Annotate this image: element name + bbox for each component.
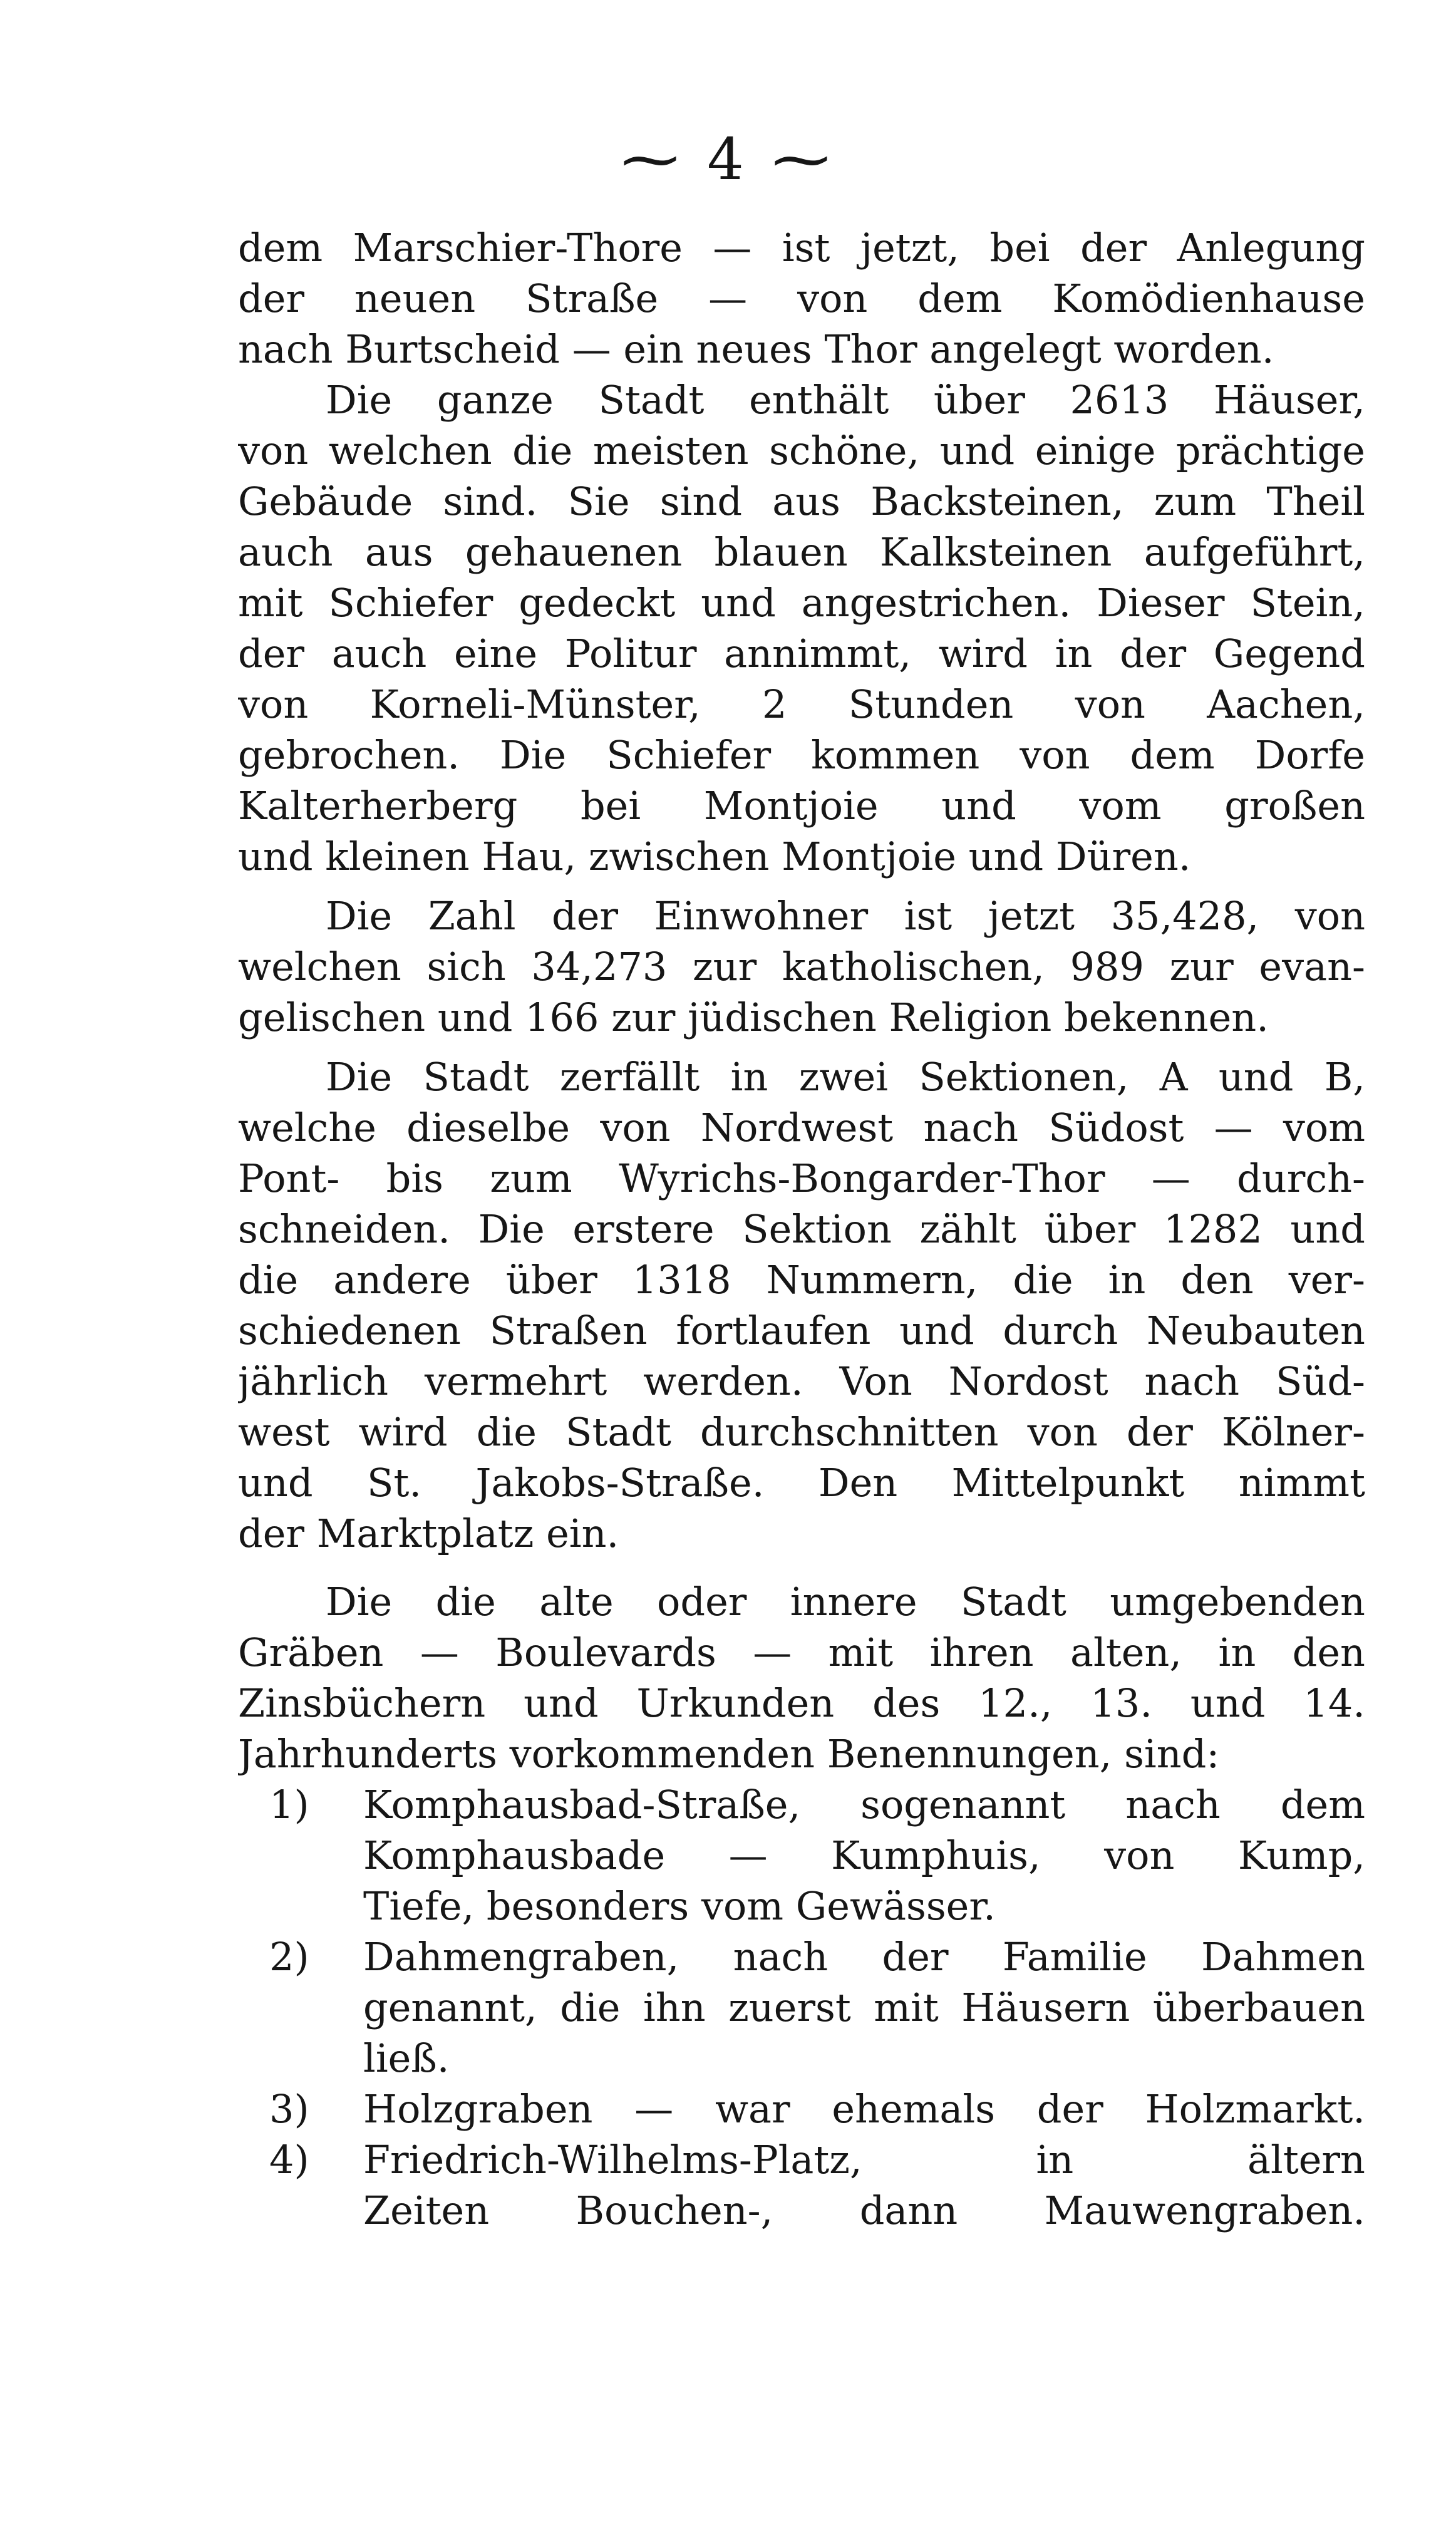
- text-line: Friedrich-Wilhelms-Platz, in ältern: [363, 2137, 1365, 2183]
- text-line: Gebäude sind. Sie sind aus Backsteinen, zum Theil: [238, 478, 1365, 524]
- text-line: west wird die Stadt durchschnitten von der Kölner-: [238, 1409, 1365, 1455]
- paragraph-5: [238, 1576, 1365, 1779]
- text-line: und St. Jakobs-Straße. Den Mittelpunkt nimmt: [238, 1460, 1365, 1506]
- text-line: ließ.: [363, 2035, 450, 2081]
- text-line: die andere über 1318 Nummern, die in den ver-: [238, 1257, 1365, 1303]
- paragraph-2: [238, 375, 1365, 882]
- page-body: [238, 222, 1365, 2236]
- text-line: Jahrhunderts vorkommenden Benennungen, sind:: [238, 1731, 1220, 1777]
- text-line: schiedenen Straßen fortlaufen und durch Neubauten: [238, 1308, 1365, 1353]
- text-line: gelischen und 166 zur jüdischen Religion bekennen.: [238, 995, 1269, 1040]
- text-line: der neuen Straße — von dem Komödienhause: [238, 276, 1365, 321]
- text-line: Die die alte oder innere Stadt umgebenden: [326, 1579, 1365, 1625]
- text-line: Die Zahl der Einwohner ist jetzt 35,428, von: [326, 893, 1365, 939]
- text-line: schneiden. Die erstere Sektion zählt über 1282 und: [238, 1206, 1365, 1252]
- paragraph-4: [238, 1052, 1365, 1559]
- text-line: Die ganze Stadt enthält über 2613 Häuser,: [326, 377, 1365, 423]
- text-line: Zinsbüchern und Urkunden des 12., 13. und 14.: [238, 1680, 1365, 1726]
- list-item-number: 1): [269, 1782, 309, 1827]
- text-line: Zeiten Bouchen-, dann Mauwengraben.: [363, 2188, 1365, 2233]
- text-line: Tiefe, besonders vom Gewässer.: [363, 1883, 996, 1929]
- text-line: der auch eine Politur annimmt, wird in der Gegend: [238, 631, 1365, 676]
- text-line: welchen sich 34,273 zur katholischen, 989 zur evan-: [238, 944, 1365, 990]
- text-line: auch aus gehauenen blauen Kalksteinen aufgeführt,: [238, 529, 1365, 575]
- text-line: Komphausbade — Kumphuis, von Kump,: [363, 1832, 1365, 1878]
- page-number-header: ⁓ 4 ⁓: [621, 126, 835, 193]
- list-item: [238, 2134, 1365, 2236]
- text-line: gebrochen. Die Schiefer kommen von dem Dorfe: [238, 732, 1365, 778]
- text-line: genannt, die ihn zuerst mit Häusern überbauen: [363, 1985, 1365, 2030]
- list-item: [238, 2084, 1365, 2134]
- text-line: mit Schiefer gedeckt und angestrichen. Dieser Stein,: [238, 580, 1365, 626]
- text-line: Komphausbad-Straße, sogenannt nach dem: [363, 1782, 1365, 1827]
- list-item-number: 3): [269, 2086, 309, 2132]
- text-line: der Marktplatz ein.: [238, 1511, 619, 1556]
- text-line: Kalterherberg bei Montjoie und vom großen: [238, 783, 1365, 829]
- text-line: dem Marschier-Thore — ist jetzt, bei der Anlegung: [238, 225, 1365, 271]
- text-line: jährlich vermehrt werden. Von Nordost nach Süd-: [238, 1358, 1365, 1404]
- text-line: Gräben — Boulevards — mit ihren alten, in den: [238, 1630, 1365, 1675]
- paragraph-1: [238, 222, 1365, 375]
- text-line: von Korneli-Münster, 2 Stunden von Aachen,: [238, 681, 1365, 727]
- list-item: [238, 1779, 1365, 1931]
- text-line: und kleinen Hau, zwischen Montjoie und Düren.: [238, 834, 1191, 879]
- list-item-number: 2): [269, 1934, 309, 1980]
- text-line: Pont- bis zum Wyrichs-Bongarder-Thor — durch-: [238, 1155, 1365, 1201]
- text-line: von welchen die meisten schöne, und einige prächtige: [238, 428, 1365, 473]
- text-line: Holzgraben — war ehemals der Holzmarkt.: [363, 2086, 1365, 2132]
- list-item-number: 4): [269, 2137, 309, 2183]
- paragraph-3: [238, 891, 1365, 1043]
- street-list: [238, 1779, 1365, 2236]
- text-line: nach Burtscheid — ein neues Thor angelegt worden.: [238, 326, 1274, 372]
- text-line: welche dieselbe von Nordwest nach Südost — vom: [238, 1105, 1365, 1150]
- text-line: Die Stadt zerfällt in zwei Sektionen, A und B,: [326, 1054, 1365, 1100]
- list-item: [238, 1931, 1365, 2084]
- text-line: Dahmengraben, nach der Familie Dahmen: [363, 1934, 1365, 1980]
